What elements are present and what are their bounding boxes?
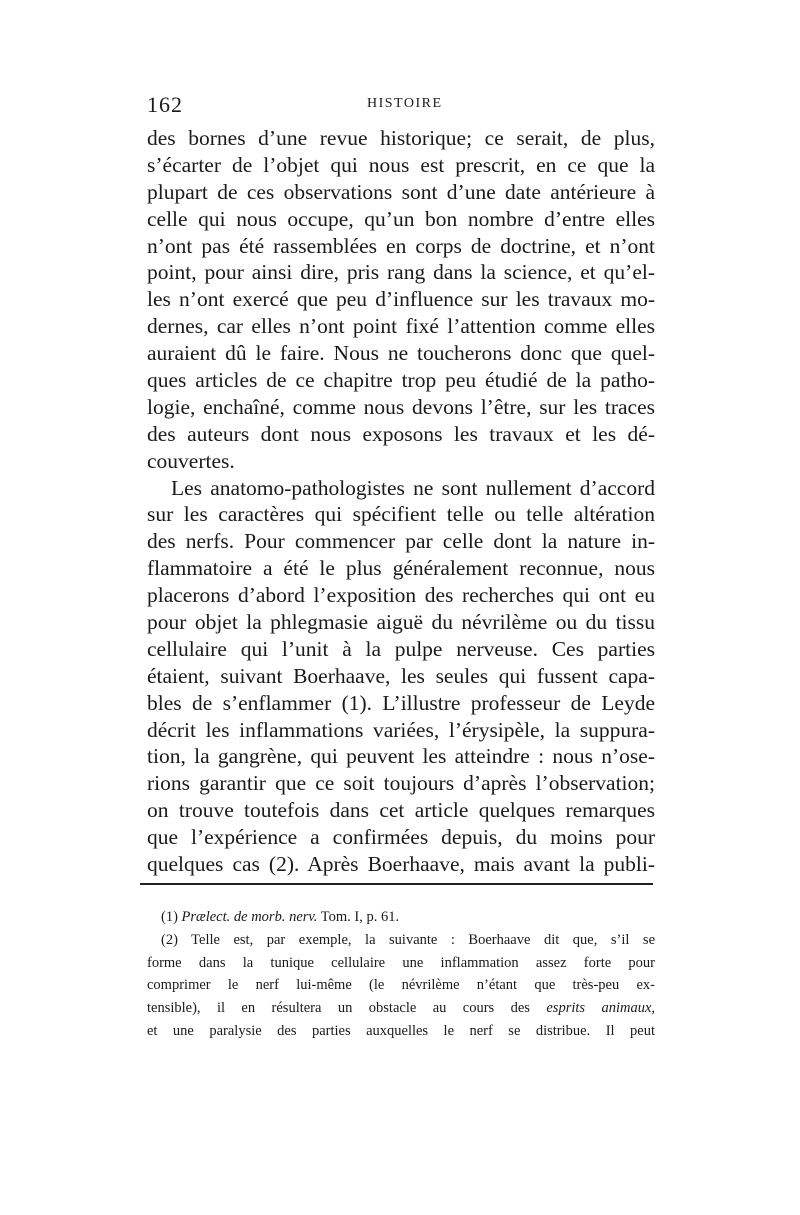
footnote-2-text: tensible), il en résultera un obstacle au cours des (147, 1000, 530, 1017)
running-head (147, 92, 655, 118)
footnote-rule (140, 883, 653, 885)
footnote-2-line: forme dans la tunique cellulaire une inflammation assez forte pour (147, 954, 655, 971)
text-line: pour objet la phlegmasie aiguë du névrilème ou du tissu (147, 610, 655, 635)
text-line: n’ont pas été rassemblées en corps de doctrine, et n’ont (147, 233, 655, 258)
text-line: point, pour ainsi dire, pris rang dans la science, et qu’el- (147, 260, 655, 285)
text-line: placerons d’abord l’exposition des recherches qui ont eu (147, 583, 655, 608)
text-line: des auteurs dont nous exposons les travaux et les dé- (147, 421, 655, 446)
text-line: cellulaire qui l’unit à la pulpe nerveuse. Ces parties (147, 636, 655, 661)
text-line: bles de s’enflammer (1). L’illustre professeur de Leyde (147, 690, 655, 715)
footnote-1 (147, 906, 655, 929)
text-line: on trouve toutefois dans cet article quelques remarques (147, 798, 655, 823)
text-line: des bornes d’une revue historique; ce serait, de plus, (147, 126, 655, 150)
text-line: logie, enchaîné, comme nous devons l’être, sur les traces (147, 394, 655, 419)
footnotes (147, 906, 655, 1043)
footnote-1-source: Prælect. de morb. nerv. (181, 909, 318, 925)
text-line: s’écarter de l’objet qui nous est prescrit, en ce que la (147, 152, 655, 177)
footnote-2-line (147, 997, 655, 1020)
text-line: auraient dû le faire. Nous ne toucherons donc que quel- (147, 341, 655, 366)
page-number: 162 (147, 92, 183, 117)
text-line: décrit les inflammations variées, l’érysipèle, la suppura- (147, 717, 655, 742)
text-line: dernes, car elles n’ont point fixé l’attention comme elles (147, 314, 655, 339)
text-line: celle qui nous occupe, qu’un bon nombre d’entre elles (147, 206, 655, 231)
text-line: rions garantir que ce soit toujours d’après l’observation; (147, 771, 655, 796)
text-line: sur les caractères qui spécifient telle ou telle altération (147, 502, 655, 527)
text-line: ques articles de ce chapitre trop peu étudié de la patho- (147, 368, 655, 393)
text-line: tion, la gangrène, qui peuvent les atteindre : nous n’ose- (147, 744, 655, 769)
text-line: flammatoire a été le plus généralement reconnue, nous (147, 556, 655, 581)
text-line: quelques cas (2). Après Boerhaave, mais avant la publi- (147, 852, 655, 877)
running-title: HISTOIRE (367, 96, 443, 111)
footnote-1-marker: (1) (161, 909, 178, 925)
text-line: des nerfs. Pour commencer par celle dont la nature in- (147, 529, 655, 554)
footnote-2-line: comprimer le nerf lui-même (le névrilème n’étant que très-peu ex- (147, 977, 655, 994)
text-line: les n’ont exercé que peu d’influence sur les travaux mo- (147, 287, 655, 312)
text-line: étaient, suivant Boerhaave, les seules qui fussent capa- (147, 663, 655, 688)
paragraph-end-line: couvertes. (147, 448, 235, 473)
footnote-2-italic: esprits animaux, (546, 1000, 656, 1017)
footnote-2-line: et une paralysie des parties auxquelles le nerf se distribue. Il peut (147, 1022, 655, 1039)
body-text (147, 125, 655, 878)
text-line: plupart de ces observations sont d’une date antérieure à (147, 179, 655, 204)
footnote-1-locator: Tom. I, p. 61. (320, 909, 400, 925)
footnote-2-line: (2) Telle est, par exemple, la suivante : Boerhaave dit que, s’il se (161, 931, 655, 948)
text-line: que l’expérience a confirmées depuis, du moins pour (147, 825, 655, 850)
paragraph-start-line: Les anatomo-pathologistes ne sont nullement d’accord (171, 475, 655, 500)
